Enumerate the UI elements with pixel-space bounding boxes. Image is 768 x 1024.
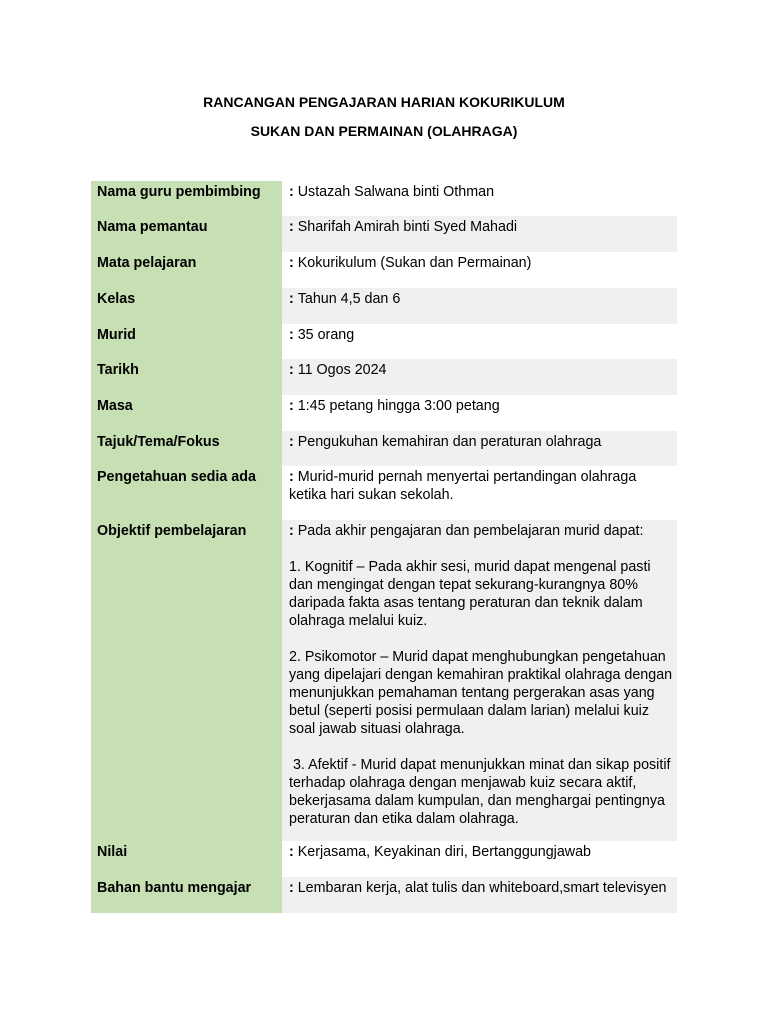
objective-afektif: 3. Afektif - Murid dapat menunjukkan minat dan sikap positif terhadap olahraga dengan menjawab kuiz secara aktif, bekerjasama dalam kumpulan, dan menghargai pentingnya peraturan dan etika dalam olahraga. bbox=[289, 757, 675, 827]
document-title: RANCANGAN PENGAJARAN HARIAN KOKURIKULUM bbox=[203, 94, 565, 110]
row-kelas bbox=[91, 288, 677, 324]
row-tarikh bbox=[91, 359, 677, 395]
row-label: Mata pelajaran bbox=[91, 252, 282, 288]
row-murid bbox=[91, 324, 677, 359]
row-value-cell: : Murid-murid pernah menyertai pertandingan olahraga ketika hari sukan sekolah. bbox=[282, 466, 677, 520]
row-label: Nama pemantau bbox=[91, 216, 282, 252]
row-mata-pelajaran bbox=[91, 252, 677, 288]
row-value-cell: : Sharifah Amirah binti Syed Mahadi bbox=[282, 216, 677, 252]
row-value: Ustazah Salwana binti Othman bbox=[297, 184, 495, 200]
row-value-cell: : Pengukuhan kemahiran dan peraturan olahraga bbox=[282, 431, 677, 466]
row-label: Masa bbox=[91, 395, 282, 431]
objective-psikomotor: 2. Psikomotor – Murid dapat menghubungkan pengetahuan yang dipelajari dengan kemahiran praktikal olahraga dengan menunjukkan pemahaman tentang pergerakan asas yang betul (seperti posisi permulaan dalam larian) melalui kuiz soal jawab situasi olahraga. bbox=[289, 649, 673, 737]
row-value: Kerjasama, Keyakinan diri, Bertanggungjawab bbox=[297, 844, 591, 860]
row-value-cell: : Tahun 4,5 dan 6 bbox=[282, 288, 677, 324]
row-value: 35 orang bbox=[297, 327, 355, 343]
row-value: Tahun 4,5 dan 6 bbox=[297, 291, 401, 307]
row-nama-guru-pembimbing bbox=[91, 181, 677, 216]
row-objektif-pembelajaran bbox=[91, 520, 677, 841]
row-value: Pengukuhan kemahiran dan peraturan olahraga bbox=[297, 434, 602, 450]
row-label: Kelas bbox=[91, 288, 282, 324]
row-value-cell: : Ustazah Salwana binti Othman bbox=[282, 181, 677, 216]
row-value-cell: : 1:45 petang hingga 3:00 petang bbox=[282, 395, 677, 431]
row-nilai bbox=[91, 841, 677, 877]
row-value: Lembaran kerja, alat tulis dan whiteboard,smart televisyen bbox=[297, 880, 667, 896]
row-label: Nilai bbox=[91, 841, 282, 877]
row-value-cell: : Kerjasama, Keyakinan diri, Bertanggungjawab bbox=[282, 841, 677, 877]
row-value-cell: : Kokurikulum (Sukan dan Permainan) bbox=[282, 252, 677, 288]
row-masa bbox=[91, 395, 677, 431]
row-pengetahuan-sedia-ada bbox=[91, 466, 677, 520]
document-subtitle: SUKAN DAN PERMAINAN (OLAHRAGA) bbox=[250, 123, 518, 139]
row-value: Kokurikulum (Sukan dan Permainan) bbox=[297, 255, 532, 271]
row-value: Murid-murid pernah menyertai pertandingan olahraga ketika hari sukan sekolah. bbox=[289, 469, 637, 503]
row-value-cell: : Lembaran kerja, alat tulis dan whiteboard,smart televisyen bbox=[282, 877, 677, 913]
row-bahan-bantu-mengajar bbox=[91, 877, 677, 913]
row-value-cell: : 11 Ogos 2024 bbox=[282, 359, 677, 395]
row-label: Pengetahuan sedia ada bbox=[91, 466, 282, 520]
row-value: 1:45 petang hingga 3:00 petang bbox=[297, 398, 500, 414]
row-tajuk-tema-fokus bbox=[91, 431, 677, 466]
row-label: Tarikh bbox=[91, 359, 282, 395]
row-value: Pada akhir pengajaran dan pembelajaran murid dapat: bbox=[297, 523, 644, 539]
row-value: 11 Ogos 2024 bbox=[297, 362, 387, 378]
row-label: Objektif pembelajaran bbox=[91, 520, 282, 841]
row-value-cell: : 35 orang bbox=[282, 324, 677, 359]
row-nama-pemantau bbox=[91, 216, 677, 252]
lesson-plan-table bbox=[91, 181, 677, 913]
row-label: Tajuk/Tema/Fokus bbox=[91, 431, 282, 466]
row-value: Sharifah Amirah binti Syed Mahadi bbox=[297, 219, 518, 235]
objective-kognitif: 1. Kognitif – Pada akhir sesi, murid dapat mengenal pasti dan mengingat dengan tepat sekurang-kurangnya 80% daripada fakta asas tentang peraturan dan teknik dalam olahraga melalui kuiz. bbox=[289, 559, 651, 629]
row-label: Murid bbox=[91, 324, 282, 359]
row-label: Bahan bantu mengajar bbox=[91, 877, 282, 913]
row-value-cell: : Pada akhir pengajaran dan pembelajaran murid dapat: 1. Kognitif – Pada akhir sesi, murid dapat mengenal pasti dan mengingat dengan tepat sekurang-kurangnya 80% daripada fakta asas tentang peraturan dan teknik dalam olahraga melalui kuiz. 2. Psikomotor – Murid dapat menghubungkan pengetahuan yang dipelajari dengan kemahiran praktikal olahraga dengan menunjukkan pemahaman tentang pergerakan asas yang betul (seperti posisi permulaan dalam larian) melalui kuiz soal jawab situasi olahraga. 3. Afektif - Murid dapat menunjukkan minat dan sikap positif terhadap olahraga dengan menjawab kuiz secara aktif, bekerjasama dalam kumpulan, dan menghargai pentingnya peraturan dan etika dalam olahraga. bbox=[282, 520, 677, 841]
row-label: Nama guru pembimbing bbox=[91, 181, 282, 216]
